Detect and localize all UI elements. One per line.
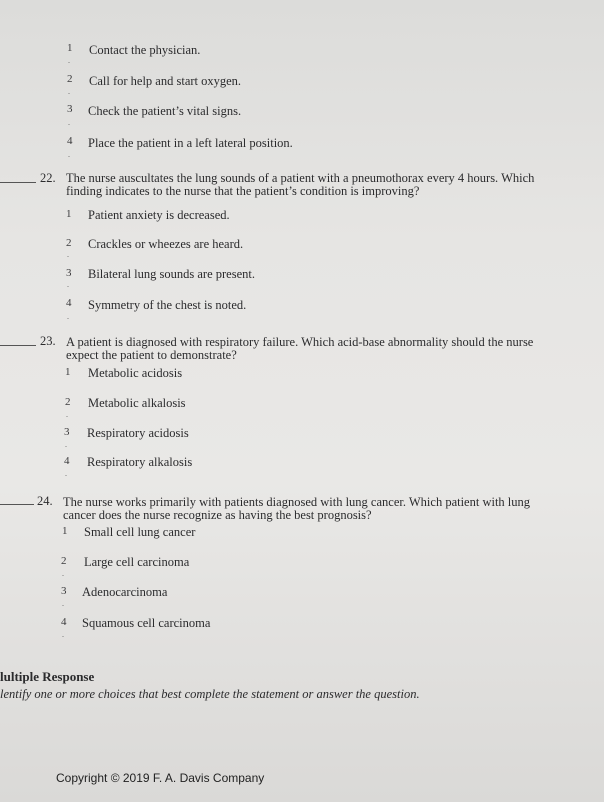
option-number: 1 xyxy=(67,42,73,54)
option-text: Small cell lung cancer xyxy=(84,525,196,539)
option-dot: . xyxy=(62,630,64,639)
copyright-notice: Copyright © 2019 F. A. Davis Company xyxy=(56,771,265,785)
option-number: 3 xyxy=(66,267,72,279)
option-number: 2 xyxy=(67,73,73,85)
option-dot: . xyxy=(67,312,69,321)
option-text: Adenocarcinoma xyxy=(82,585,168,599)
question-stem-line: expect the patient to demonstrate? xyxy=(66,348,237,362)
option-text: Contact the physician. xyxy=(89,43,201,57)
option-dot: . xyxy=(66,410,68,419)
option-dot: . xyxy=(65,440,67,449)
option-number: 4 xyxy=(61,616,67,628)
question-stem xyxy=(63,496,530,522)
option-number: 1 xyxy=(62,525,68,537)
question-stem-line: The nurse auscultates the lung sounds of a patient with a pneumothorax every 4 hours. Which xyxy=(66,171,535,185)
option-dot: . xyxy=(62,569,64,578)
option-text: Respiratory alkalosis xyxy=(87,455,193,469)
option-number: 2 xyxy=(61,555,67,567)
option-dot: . xyxy=(65,469,67,478)
option-text: Patient anxiety is decreased. xyxy=(88,208,230,222)
question-number: 23. xyxy=(40,334,56,348)
option-dot: . xyxy=(68,87,70,96)
answer-blank xyxy=(0,182,36,183)
option-text: Crackles or wheezes are heard. xyxy=(88,237,244,251)
option-text: Squamous cell carcinoma xyxy=(82,616,211,630)
option-text: Call for help and start oxygen. xyxy=(89,74,242,88)
option-dot: . xyxy=(67,250,69,259)
option-text: Symmetry of the chest is noted. xyxy=(88,298,247,312)
section-heading: lultiple Response xyxy=(0,669,95,684)
question-stem-line: A patient is diagnosed with respiratory failure. Which acid-base abnormality should the nurse xyxy=(66,335,534,349)
option-text: Check the patient’s vital signs. xyxy=(88,104,242,118)
option-number: 4 xyxy=(66,297,72,309)
option-number: 2 xyxy=(66,237,72,249)
option-number: 3 xyxy=(61,585,67,597)
section-instructions: lentify one or more choices that best complete the statement or answer the question. xyxy=(0,687,420,701)
option-text: Metabolic alkalosis xyxy=(88,396,186,410)
answer-blank xyxy=(0,504,34,505)
option-number: 1 xyxy=(66,208,72,220)
option-text: Large cell carcinoma xyxy=(84,555,190,569)
option-number: 2 xyxy=(65,396,71,408)
option-dot: . xyxy=(68,150,70,159)
option-dot: . xyxy=(68,118,70,127)
question-stem-line: cancer does the nurse recognize as having the best prognosis? xyxy=(63,508,372,522)
question-stem xyxy=(66,336,533,362)
question-stem-line: The nurse works primarily with patients diagnosed with lung cancer. Which patient with lung xyxy=(63,495,531,509)
answer-blank xyxy=(0,345,36,346)
question-number: 24. xyxy=(37,494,53,508)
option-number: 3 xyxy=(64,426,70,438)
option-number: 3 xyxy=(67,103,73,115)
option-dot: . xyxy=(67,280,69,289)
option-number: 1 xyxy=(65,366,71,378)
option-number: 4 xyxy=(64,455,70,467)
option-number: 4 xyxy=(67,135,73,147)
question-stem xyxy=(66,172,534,198)
option-text: Place the patient in a left lateral position. xyxy=(88,136,293,150)
question-stem-line: finding indicates to the nurse that the patient’s condition is improving? xyxy=(66,184,420,198)
option-dot: . xyxy=(68,56,70,65)
option-text: Bilateral lung sounds are present. xyxy=(88,267,255,281)
question-number: 22. xyxy=(40,171,56,185)
option-text: Respiratory acidosis xyxy=(87,426,189,440)
option-text: Metabolic acidosis xyxy=(88,366,183,380)
option-dot: . xyxy=(62,599,64,608)
